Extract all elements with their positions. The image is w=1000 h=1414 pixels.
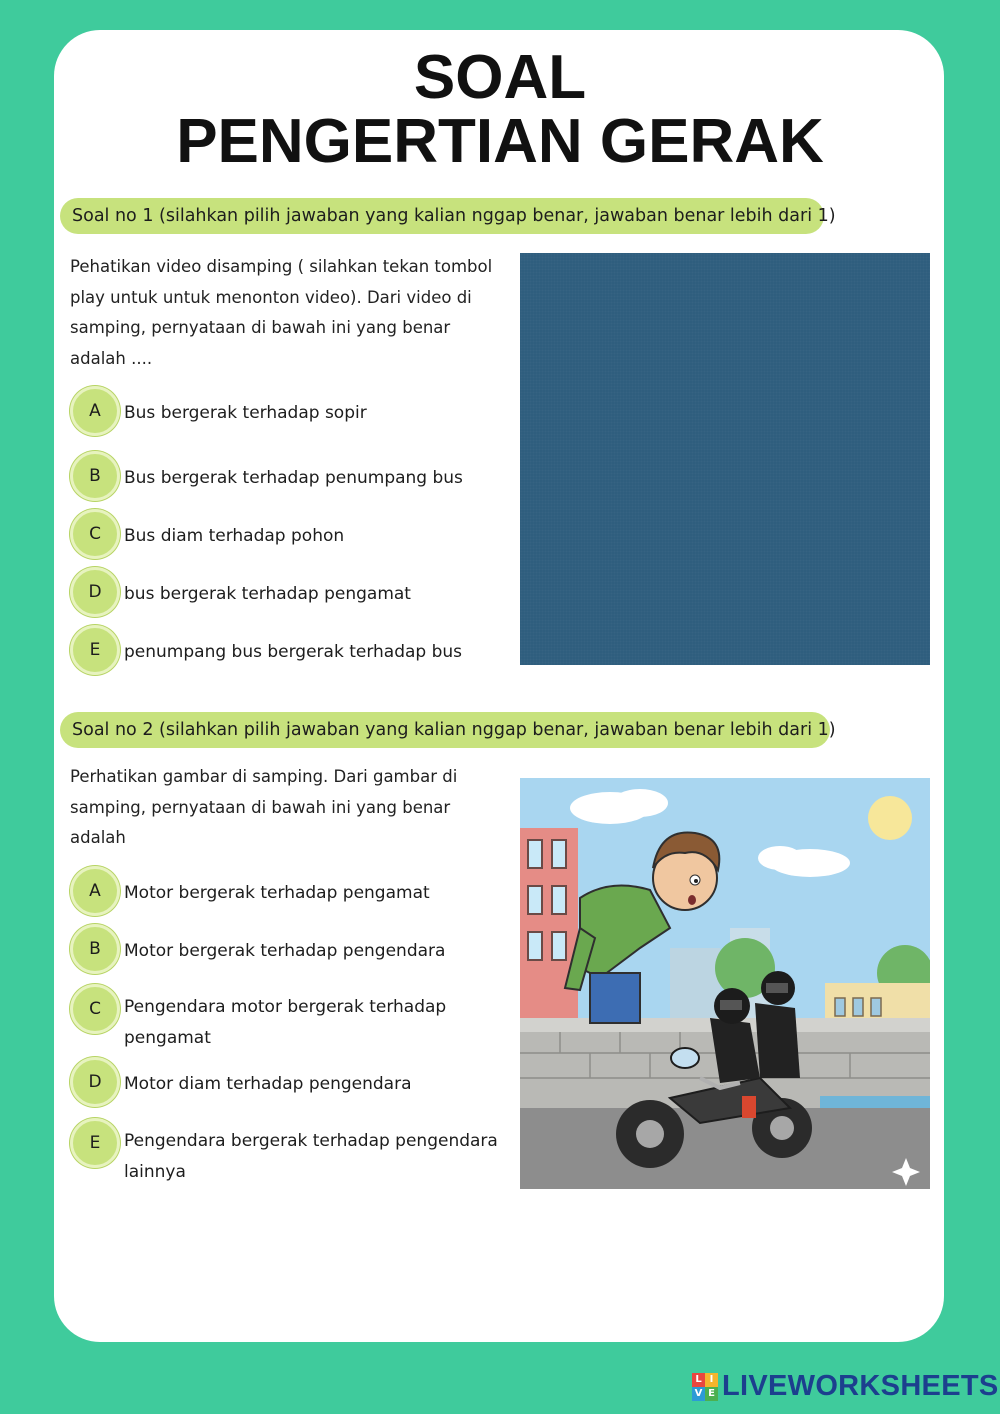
- question-1-prompt: Pehatikan video disamping ( silahkan tekan tombol play untuk untuk menonton video). Dari video di samping, pernyataan di bawah ini yang benar adalah ....: [70, 257, 493, 368]
- motorcycle-illustration: [520, 778, 930, 1189]
- title-line-1: SOAL: [413, 43, 587, 112]
- option-badge[interactable]: C: [70, 509, 120, 559]
- sun-shape: [868, 796, 912, 840]
- logo-letter-v: V: [692, 1387, 705, 1401]
- option-badge[interactable]: B: [70, 924, 120, 974]
- logo-letter-l: L: [692, 1373, 705, 1387]
- option-badge[interactable]: E: [70, 1118, 120, 1168]
- q2-option-e[interactable]: [70, 1118, 510, 1188]
- q2-option-b[interactable]: [70, 924, 510, 974]
- video-surface: [520, 253, 930, 665]
- option-text: Bus bergerak terhadap penumpang bus: [124, 468, 463, 488]
- option-text: Bus diam terhadap pohon: [124, 526, 345, 546]
- option-badge[interactable]: C: [70, 984, 120, 1034]
- option-badge[interactable]: E: [70, 625, 120, 675]
- option-text: Motor bergerak terhadap pengamat: [124, 883, 430, 903]
- video-player[interactable]: [520, 253, 930, 665]
- q2-option-d[interactable]: [70, 1057, 510, 1107]
- q2-option-c[interactable]: [70, 984, 510, 1054]
- liveworksheets-logo-icon: [692, 1373, 718, 1401]
- q2-option-a[interactable]: [70, 866, 510, 916]
- question-1-header: Soal no 1 (silahkan pilih jawaban yang kalian nggap benar, jawaban benar lebih dari 1): [60, 198, 824, 234]
- question-2-header: Soal no 2 (silahkan pilih jawaban yang kalian nggap benar, jawaban benar lebih dari 1): [60, 712, 830, 748]
- option-badge[interactable]: D: [70, 567, 120, 617]
- title-line-2: PENGERTIAN GERAK: [176, 107, 824, 176]
- option-badge[interactable]: B: [70, 451, 120, 501]
- option-badge[interactable]: A: [70, 386, 120, 436]
- option-text: bus bergerak terhadap pengamat: [124, 584, 411, 604]
- q1-option-d[interactable]: [70, 567, 510, 617]
- q1-option-a[interactable]: [70, 386, 510, 436]
- motorcycle-scene-svg: [520, 778, 930, 1189]
- logo-letter-i: I: [705, 1373, 718, 1387]
- option-badge[interactable]: D: [70, 1057, 120, 1107]
- question-2-prompt: Perhatikan gambar di samping. Dari gambar di samping, pernyataan di bawah ini yang benar adalah: [70, 767, 458, 847]
- page-title: [0, 43, 1000, 176]
- q1-option-e[interactable]: [70, 625, 510, 675]
- option-text: Pengendara motor bergerak terhadap pengamat: [124, 997, 447, 1048]
- road: [520, 1108, 930, 1189]
- brand-name: LIVEWORKSHEETS: [722, 1370, 999, 1402]
- option-badge[interactable]: A: [70, 866, 120, 916]
- option-text: Motor bergerak terhadap pengendara: [124, 941, 446, 961]
- option-text: Bus bergerak terhadap sopir: [124, 403, 367, 423]
- option-text: Motor diam terhadap pengendara: [124, 1074, 412, 1094]
- logo-letter-e: E: [705, 1387, 718, 1401]
- footer-brand[interactable]: [692, 1370, 999, 1403]
- option-text: Pengendara bergerak terhadap pengendara lainnya: [124, 1131, 498, 1182]
- q1-option-c[interactable]: [70, 509, 510, 559]
- option-text: penumpang bus bergerak terhadap bus: [124, 642, 463, 662]
- q1-option-b[interactable]: [70, 451, 510, 501]
